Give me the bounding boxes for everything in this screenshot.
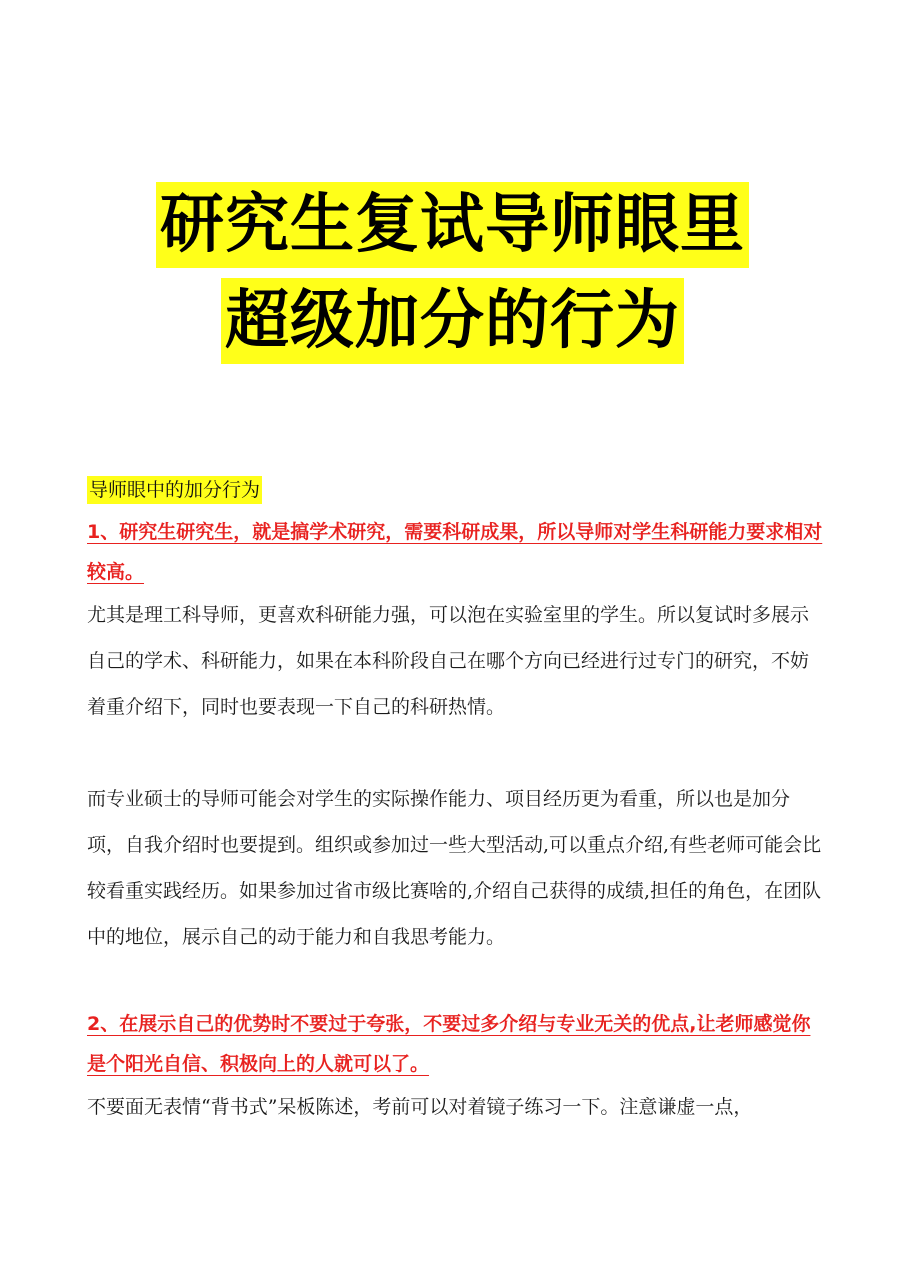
section-label: 导师眼中的加分行为 [87, 476, 262, 504]
page-title-line-1: 研究生复试导师眼里 [156, 182, 749, 268]
page-title-line-2: 超级加分的行为 [221, 278, 684, 364]
point-1-heading: 1、研究生研究生，就是搞学术研究，需要科研成果，所以导师对学生科研能力要求相对较高。 [87, 521, 823, 583]
point-2-paragraph-1: 不要面无表情“背书式”呆板陈述，考前可以对着镜子练习一下。注意谦虚一点， [87, 1096, 753, 1118]
title-block [0, 182, 905, 364]
article-body [87, 476, 827, 1130]
point-2-heading: 2、在展示自己的优势时不要过于夸张，不要过多介绍与专业无关的优点,让老师感觉你是个阳光自信、积极向上的人就可以了。 [87, 1013, 811, 1075]
point-1-paragraph-1: 尤其是理工科导师，更喜欢科研能力强，可以泡在实验室里的学生。所以复试时多展示自己的学术、科研能力，如果在本科阶段自己在哪个方向已经进行过专门的研究，不妨着重介绍下，同时也要表现一下自己的科研热情。 [87, 604, 810, 718]
point-1-paragraph-2: 而专业硕士的导师可能会对学生的实际操作能力、项目经历更为看重，所以也是加分项，自我介绍时也要提到。组织或参加过一些大型活动,可以重点介绍,有些老师可能会比较看重实践经历。如果参加过省市级比赛啥的,介绍自己获得的成绩,担任的角色，在团队中的地位，展示自己的动于能力和自我思考能力。 [87, 788, 822, 948]
